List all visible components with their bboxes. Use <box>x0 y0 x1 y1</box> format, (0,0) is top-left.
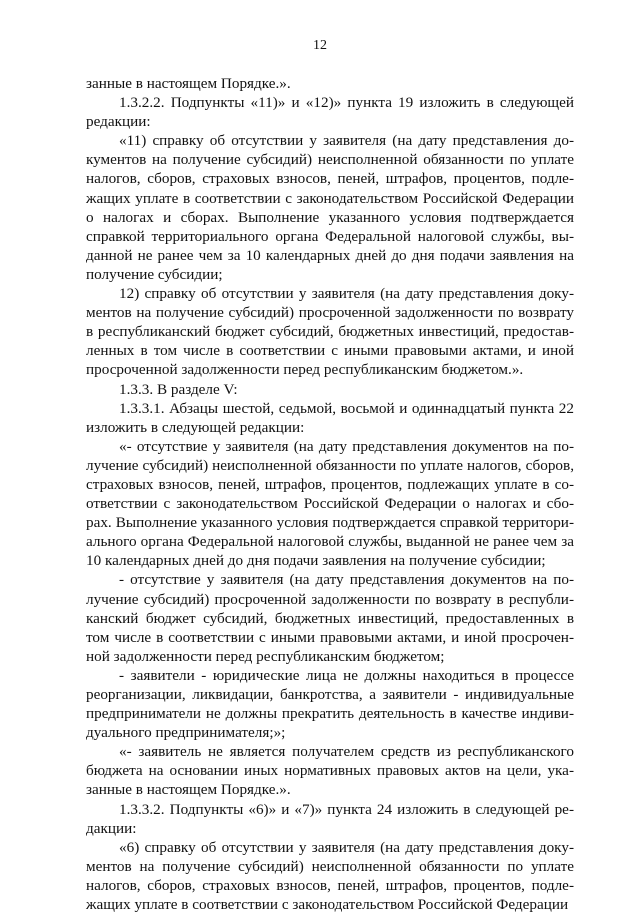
paragraph: 1.3.3. В разделе V: <box>119 380 238 398</box>
paragraph: занные в настоящем Порядке.». <box>86 75 291 92</box>
paragraph: 1.3.2.2. Подпункты «11)» и «12)» пункта 19 изложить в следующей редакции: <box>86 94 574 131</box>
paragraph: «- заявитель не является получателем средств из республиканского бюджета на основании иных нормативных правовых актов на цели, указанные в настоящем Порядке.». <box>86 743 574 799</box>
page-number: 12 <box>313 38 327 53</box>
document-body <box>86 74 574 914</box>
paragraph: «- отсутствие у заявителя (на дату представления документов на получение субсидий) неисполненной обязанности по уплате налогов, сборов, страховых взносов, пеней, штрафов, процентов, подлежащих уплате в соответствии с законодательством Российской Федерации о налогах и сборах. Выполнение указанного условия подтверждается справкой территориального органа Федеральной налоговой службы, выданной не ранее чем за 10 календарных дней до дня подачи заявления на получение субсидии; <box>86 437 574 570</box>
paragraph: 1.3.3.2. Подпункты «6)» и «7)» пункта 24 изложить в следующей редакции: <box>86 800 574 837</box>
paragraph: - отсутствие у заявителя (на дату представления документов на получение субсидий) просроченной задолженности по возврату в республиканский бюджет субсидий, бюджетных инвестиций, предоставленных в том числе в соответствии с иными правовыми актами, и иной просроченной задолженности перед республиканским бюджетом; <box>86 571 574 665</box>
paragraph: - заявители - юридические лица не должны находиться в процессе реорганизации, ликвидации, банкротства, а заявители - индивидуальные предприниматели не должны прекратить деятельность в качестве индивидуального предпринимателя;»; <box>86 666 574 742</box>
paragraph: «6) справку об отсутствии у заявителя (на дату представления документов на получение субсидий) неисполненной обязанности по уплате налогов, сборов, страховых взносов, пеней, штрафов, процентов, подлежащих уплате в соответствии с законодательством Российской Федерации <box>86 838 574 914</box>
paragraph: 12) справку об отсутствии у заявителя (на дату представления документов на получение субсидий) просроченной задолженности по возврату в республиканский бюджет субсидий, бюджетных инвестиций, предоставленных в том числе в соответствии с иными правовыми актами, и иной просроченной задолженности перед республиканским бюджетом.». <box>86 285 574 379</box>
paragraph: 1.3.3.1. Абзацы шестой, седьмой, восьмой и одиннадцатый пункта 22 изложить в следующей редакции: <box>86 399 574 436</box>
paragraph: «11) справку об отсутствии у заявителя (на дату представления документов на получение субсидий) неисполненной обязанности по уплате налогов, сборов, страховых взносов, пеней, штрафов, процентов, подлежащих уплате в соответствии с законодательством Российской Федерации о налогах и сборах. Выполнение указанного условия подтверждается справкой территориального органа Федеральной налоговой службы, выданной не ранее чем за 10 календарных дней до дня подачи заявления на получение субсидии; <box>86 132 574 283</box>
